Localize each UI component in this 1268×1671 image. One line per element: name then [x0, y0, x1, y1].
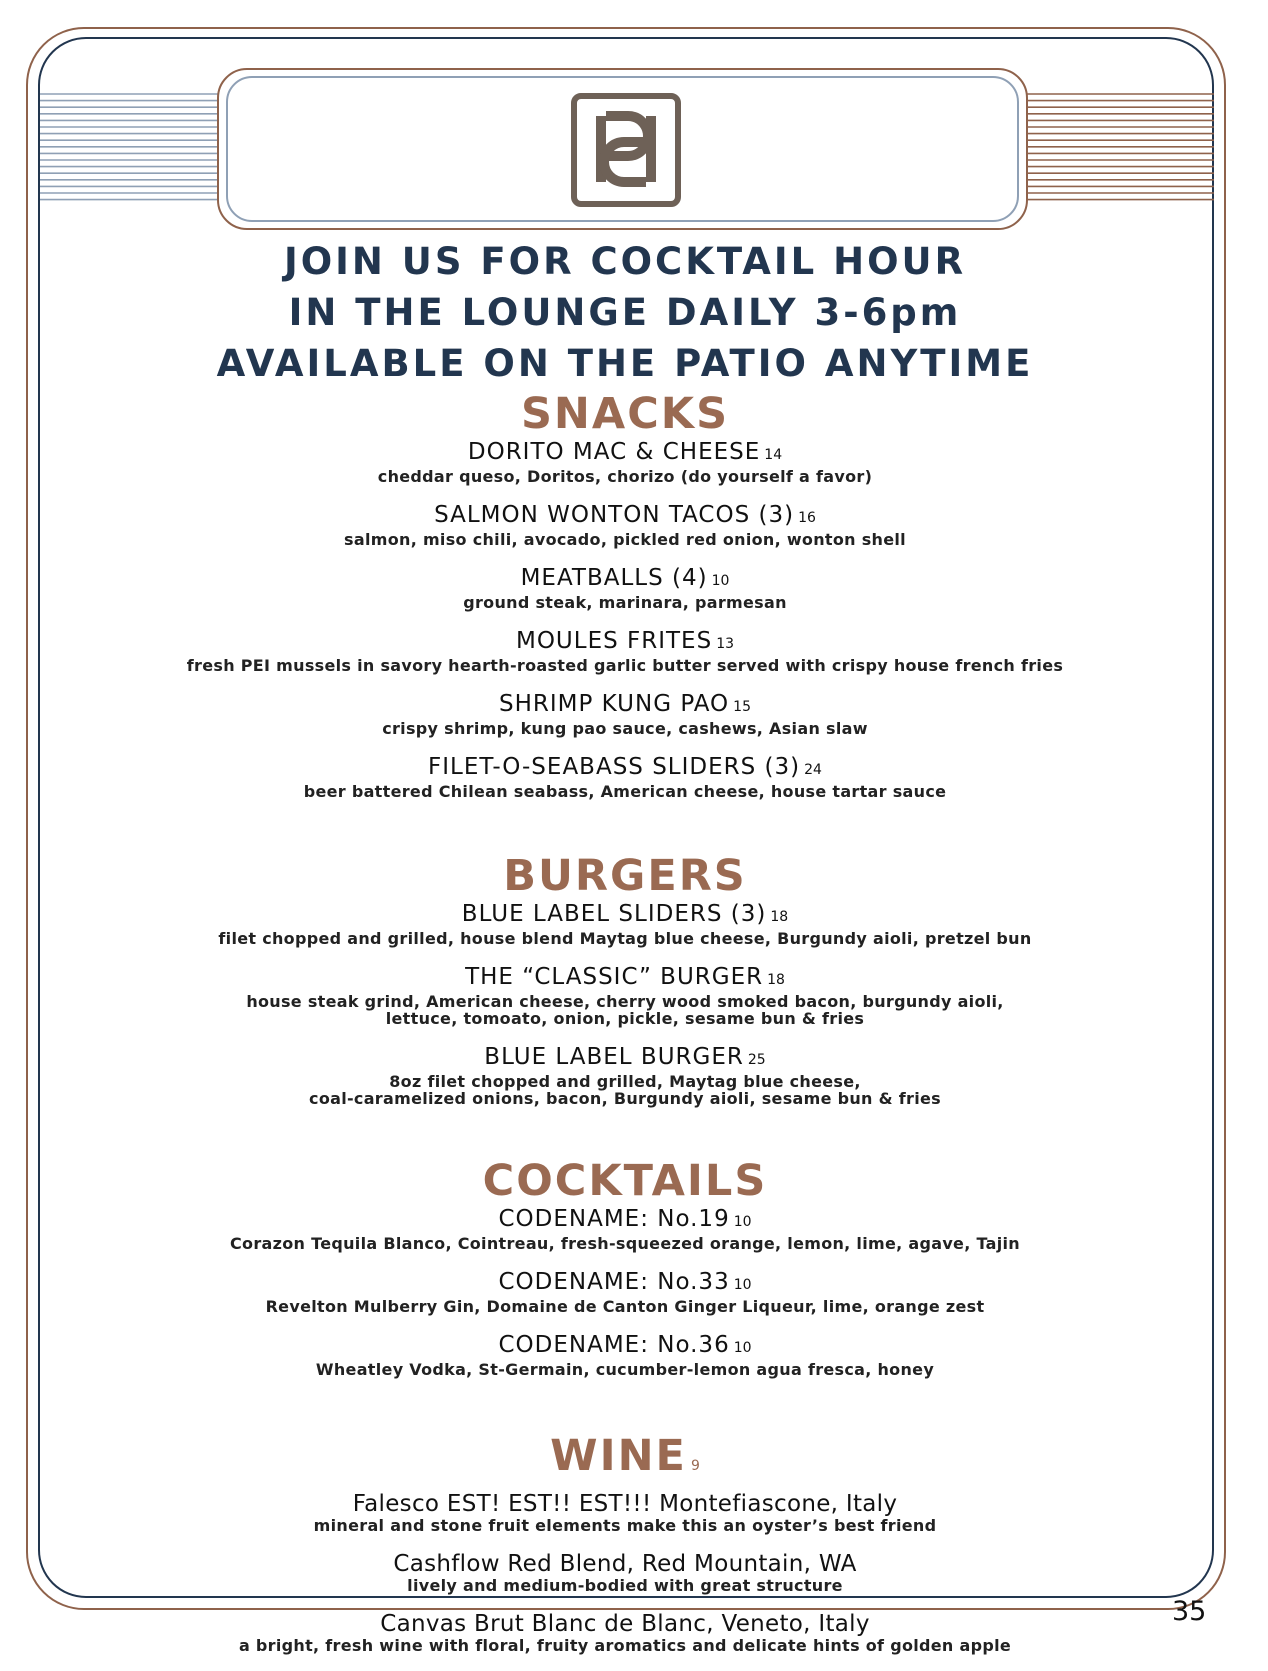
item-price: 10	[711, 573, 730, 589]
item-description: crispy shrimp, kung pao sauce, cashews, Asian slaw	[382, 719, 868, 738]
menu-item	[60, 439, 1190, 485]
section-spacer	[60, 1124, 1190, 1156]
menu-item	[60, 1332, 1190, 1378]
item-name: FILET-O-SEABASS SLIDERS (3)	[428, 754, 801, 780]
menu-item	[60, 565, 1190, 611]
item-name: CODENAME: No.36	[498, 1332, 730, 1358]
menu-item	[60, 901, 1190, 947]
wine-list	[60, 1491, 1190, 1654]
menu-item	[60, 1551, 1190, 1594]
item-name: Cashflow Red Blend, Red Mountain, WA	[393, 1551, 857, 1577]
item-name: DORITO MAC & CHEESE	[467, 439, 761, 465]
item-price: 13	[716, 636, 735, 652]
burgers-list	[60, 901, 1190, 1107]
menu-item	[60, 691, 1190, 737]
menu-item	[60, 1611, 1190, 1654]
item-description: mineral and stone fruit elements make this an oyster’s best friend	[313, 1516, 937, 1535]
menu-item	[60, 1044, 1190, 1107]
item-description: Wheatley Vodka, St-Germain, cucumber-lemon agua fresca, honey	[315, 1360, 935, 1379]
item-description: house steak grind, American cheese, cherry wood smoked bacon, burgundy aioli,	[246, 992, 1004, 1011]
pd-monogram-icon	[570, 92, 682, 208]
item-price: 14	[764, 447, 783, 463]
left-stripe-decoration	[40, 92, 230, 205]
item-description: salmon, miso chili, avocado, pickled red onion, wonton shell	[344, 530, 906, 549]
item-name: SHRIMP KUNG PAO	[499, 691, 730, 717]
item-name: BLUE LABEL SLIDERS (3)	[461, 901, 767, 927]
item-price: 16	[798, 510, 816, 526]
section-spacer	[60, 817, 1190, 851]
item-description: beer battered Chilean seabass, American cheese, house tartar sauce	[303, 782, 947, 801]
item-description: lettuce, tomoato, onion, pickle, sesame bun & fries	[385, 1009, 865, 1028]
item-description: Revelton Mulberry Gin, Domaine de Canton Ginger Liqueur, lime, orange zest	[265, 1297, 985, 1316]
menu-item	[60, 1269, 1190, 1315]
menu-item	[60, 1206, 1190, 1252]
menu-item	[60, 754, 1190, 800]
item-price: 18	[767, 972, 785, 988]
item-name: Canvas Brut Blanc de Blanc, Veneto, Italy	[380, 1611, 870, 1637]
item-name: BLUE LABEL BURGER	[484, 1044, 744, 1070]
item-price: 10	[733, 1277, 752, 1293]
item-description: fresh PEI mussels in savory hearth-roasted garlic butter served with crispy house french fries	[186, 656, 1064, 675]
menu-item	[60, 628, 1190, 674]
section-title-cocktails: COCKTAILS	[482, 1156, 768, 1206]
item-price: 18	[770, 909, 789, 925]
item-price: 10	[733, 1214, 752, 1230]
snacks-list	[60, 439, 1190, 800]
item-name: CODENAME: No.19	[498, 1206, 730, 1232]
item-price: 25	[747, 1052, 766, 1068]
item-name: MOULES FRITES	[515, 628, 713, 654]
item-name: SALMON WONTON TACOS (3)	[434, 502, 795, 528]
item-description: 8oz filet chopped and grilled, Maytag blue cheese,	[389, 1072, 861, 1091]
right-stripe-decoration	[1024, 92, 1214, 205]
item-description: filet chopped and grilled, house blend Maytag blue cheese, Burgundy aioli, pretzel bun	[218, 929, 1032, 948]
item-name: MEATBALLS (4)	[520, 565, 708, 591]
item-price: 24	[804, 762, 822, 778]
headline-line-1: JOIN US FOR COCKTAIL HOUR	[283, 240, 967, 283]
section-title-burgers: BURGERS	[503, 851, 747, 901]
item-description: cheddar queso, Doritos, chorizo (do yourself a favor)	[377, 467, 873, 486]
item-name: THE “CLASSIC” BURGER	[465, 964, 764, 990]
menu-item	[60, 964, 1190, 1027]
headline-line-2: IN THE LOUNGE DAILY 3-6pm	[288, 291, 962, 334]
wine-price: 9	[690, 1458, 700, 1474]
item-description: a bright, fresh wine with floral, fruity aromatics and delicate hints of golden apple	[238, 1636, 1012, 1655]
item-name: Falesco EST! EST!! EST!!! Montefiascone, Italy	[352, 1491, 898, 1517]
cocktails-list	[60, 1206, 1190, 1378]
item-description: lively and medium-bodied with great structure	[407, 1576, 843, 1595]
menu-item	[60, 502, 1190, 548]
item-description: coal-caramelized onions, bacon, Burgundy aioli, sesame bun & fries	[309, 1089, 941, 1108]
section-spacer	[60, 1395, 1190, 1431]
page-number: 35	[1172, 1596, 1207, 1627]
headline-line-3: AVAILABLE ON THE PATIO ANYTIME	[216, 342, 1034, 385]
section-title-wine: WINE 9	[550, 1431, 700, 1481]
item-price: 10	[733, 1340, 752, 1356]
menu-item	[60, 1491, 1190, 1534]
item-name: CODENAME: No.33	[498, 1269, 730, 1295]
item-description: Corazon Tequila Blanco, Cointreau, fresh-squeezed orange, lemon, lime, agave, Tajin	[230, 1234, 1020, 1253]
menu-content	[60, 236, 1190, 1671]
item-description: ground steak, marinara, parmesan	[463, 593, 787, 612]
item-price: 15	[733, 699, 751, 715]
section-title-snacks: SNACKS	[520, 389, 730, 439]
